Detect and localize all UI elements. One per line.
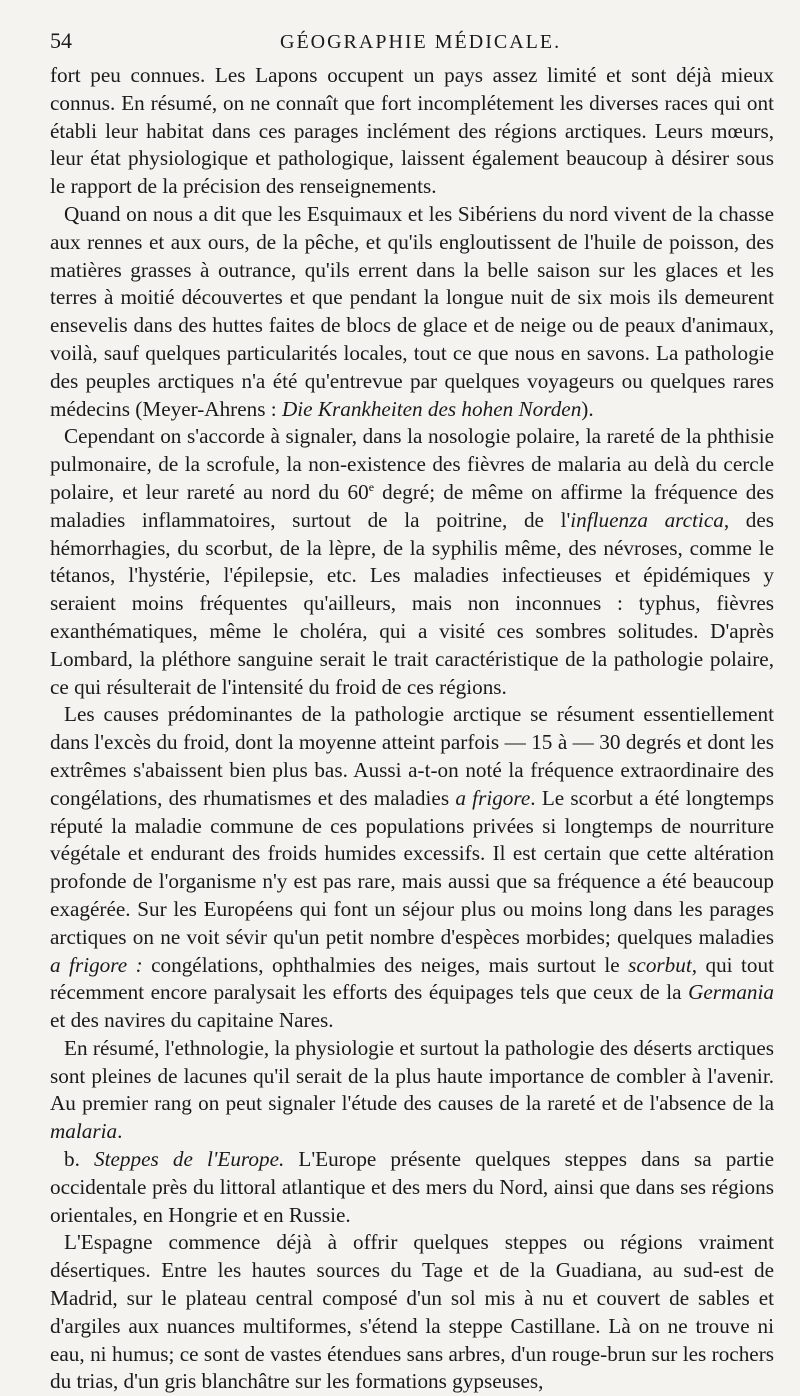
paragraph [50,201,774,423]
paragraph-text: ). [581,396,594,421]
italic-term: a frigore : [50,952,143,977]
paragraph-text: . [117,1119,123,1144]
running-title: GÉOGRAPHIE MÉDICALE. [280,31,562,53]
paragraph-text: congélations, ophthalmies des neiges, mais surtout le [142,952,629,977]
paragraph-text: Quand on nous a dit que les Esquimaux et les Sibériens du nord vivent de la chasse aux rennes et aux ours, de la pêche, et qu'ils engloutissent de l'huile de poisson, des matières grasses à outrance, qu'ils errent dans la belle saison sur les glaces et les terres à moitié découvertes et que pendant la longue nuit de six mois ils demeurent ensevelis dans des huttes faites de blocs de glace et de neige ou de peaux d'animaux, voilà, sauf quelques particularités locales, tout ce que nous en savons. La pathologie des peuples arctiques n'a été qu'entrevue par quelques voyageurs ou quelques rares médecins (Meyer-Ahrens : [50,201,774,421]
paragraph [50,62,774,201]
paragraph-text: , des hémorrhagies, du scorbut, de la lèpre, de la syphilis même, des névroses, comme le tétanos, l'hystérie, l'épilepsie, etc. Les maladies infectieuses et épidémiques y seraient moins fréquentes qu'ailleurs, mais non inconnues : typhus, fièvres exanthématiques, même le choléra, qui a visité ces sombres solitudes. D'après Lombard, la pléthore sanguine serait le trait caractéristique de la pathologie polaire, ce qui résulterait de l'intensité du froid de ces régions. [50,507,774,699]
body-text [50,62,774,1396]
paragraph-text: degré; de même on affirme la fréquence des maladies inflammatoires, surtout de la poitrine, de l' [50,479,774,532]
superscript: e [368,479,375,494]
italic-term: scorbut [628,952,692,977]
page-header [50,28,774,62]
paragraph [50,1035,774,1146]
paragraph [50,1146,774,1229]
italic-term: malaria [50,1119,118,1144]
italic-term: Germania [688,980,774,1005]
paragraph-text: En résumé, l'ethnologie, la physiologie et surtout la pathologie des déserts arctiques sont pleines de lacunes qu'il serait de la plus haute importance de combler à l'avenir. Au premier rang on peut signaler l'étude des causes de la rareté et de l'absence de la [50,1035,774,1116]
paragraph [50,1229,774,1396]
italic-term: a frigore [455,785,531,810]
paragraph [50,423,774,701]
paragraph-text: , qui tout récemment encore paralysait les efforts des équipages tels que ceux de la [50,952,774,1005]
italic-citation: Die Krankheiten des hohen Norden [281,396,582,421]
paragraph [50,701,774,1035]
paragraph-text: Cependant on s'accorde à signaler, dans la nosologie polaire, la rareté de la phthisie pulmonaire, de la scrofule, la non-existence des fièvres de malaria au delà du cercle polaire, et leur rareté au nord du 60 [50,424,774,504]
paragraph-text: fort peu connues. Les Lapons occupent un pays assez limité et sont déjà mieux connus. En résumé, on ne connaît que fort incomplétement les diverses races qui ont établi leur habitat dans ces parages inclément des régions arctiques. Leurs mœurs, leur état physiologique et pathologique, laissent également beaucoup à désirer sous le rapport de la précision des renseignements. [50,63,774,199]
paragraph-text: L'Europe présente quelques steppes dans sa partie occidentale près du littoral atlantique et des mers du Nord, ainsi que dans ses régions orientales, en Hongrie et en Russie. [50,1147,774,1227]
section-label: b. [64,1147,80,1172]
paragraph-text: . Le scorbut a été longtemps réputé la maladie commune de ces populations privées si longtemps de nourriture végétale et endurant des froids humides excessifs. Il est certain que cette altération profonde de l'organisme n'y est pas rare, mais aussi que sa fréquence a été beaucoup exagérée. Sur les Européens qui font un séjour plus ou moins long dans les parages arctiques on ne voit sévir qu'un petit nombre d'espèces morbides; quelques maladies [50,785,774,949]
italic-term: influenza arctica [570,507,724,532]
page-number: 54 [50,28,72,53]
paragraph-text: L'Espagne commence déjà à offrir quelques steppes ou régions vraiment désertiques. Entre les hautes sources du Tage et de la Guadiana, au sud-est de Madrid, sur le plateau central composé d'un sol mis à nu et couvert de sables et d'argiles aux nuances multiformes, s'étend la steppe Castillane. Là on ne trouve ni eau, ni humus; ce sont de vastes étendues sans arbres, d'un rouge-brun sur les rochers du trias, d'un gris blanchâtre sur les formations gypseuses, [50,1230,774,1394]
paragraph-text: et des navires du capitaine Nares. [50,1008,334,1033]
paragraph-text: Les causes prédominantes de la pathologie arctique se résument essentiellement dans l'excès du froid, dont la moyenne atteint parfois — 15 à — 30 degrés et dont les extrêmes s'abaissent bien plus bas. Aussi a-t-on noté la fréquence extraordinaire des congélations, des rhumatismes et des maladies [50,702,774,810]
section-title: Steppes de l'Europe. [94,1147,285,1172]
